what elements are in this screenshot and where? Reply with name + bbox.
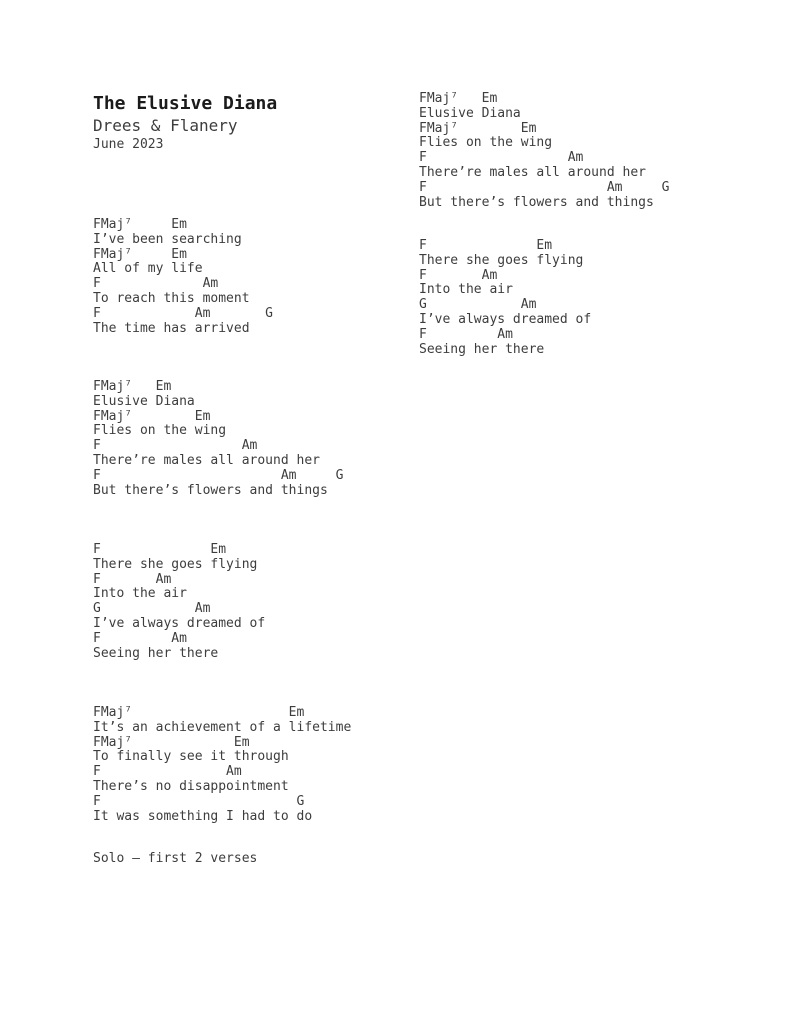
lyric-line: Flies on the wing — [93, 423, 227, 439]
lyric-line: Flies on the wing — [419, 135, 553, 151]
lyric-line: But there’s flowers and things — [93, 482, 328, 498]
chord-line: FMaj⁷ Em — [93, 217, 187, 232]
artist-name: Drees & Flanery — [93, 116, 238, 135]
lyric-line: It was something I had to do — [93, 808, 313, 824]
lyric-line: Into the air — [93, 586, 187, 602]
title-block — [93, 93, 277, 152]
chord-line: F Am G — [419, 179, 670, 195]
lyric-line: The time has arrived — [93, 320, 250, 336]
lyric-line: There she goes flying — [93, 556, 258, 572]
chord-line: FMaj⁷ Em — [93, 705, 305, 720]
lyric-line: To reach this moment — [93, 290, 250, 306]
lyric-line: There’re males all around her — [93, 452, 320, 468]
chord-line: F Am — [419, 150, 584, 166]
lyric-line: There’s no disappointment — [93, 778, 289, 794]
verse-1-block — [93, 218, 273, 336]
chord-line: F Em — [93, 542, 227, 557]
bridge-block-right — [419, 239, 591, 357]
chord-line: F Am — [93, 630, 187, 646]
chord-line: FMaj⁷ Em — [93, 379, 172, 394]
chord-line: G Am — [419, 297, 537, 313]
chord-line: F Am — [93, 438, 258, 454]
chord-line: FMaj⁷ Em — [419, 120, 537, 136]
chord-line: F Am — [93, 764, 242, 780]
lyric-line: Elusive Diana — [419, 105, 521, 121]
lyric-line: There’re males all around her — [419, 164, 646, 180]
chord-line: F Am G — [93, 467, 344, 483]
lyric-line: Into the air — [419, 282, 513, 298]
song-date: June 2023 — [93, 137, 164, 152]
lyric-line: To finally see it through — [93, 749, 289, 765]
chord-line: FMaj⁷ Em — [93, 408, 211, 424]
lyric-line: But there’s flowers and things — [419, 194, 654, 210]
lyric-line: There she goes flying — [419, 252, 584, 268]
lyric-line: I’ve always dreamed of — [93, 615, 266, 631]
solo-note: Solo – first 2 verses — [93, 851, 258, 866]
song-title: The Elusive Diana — [93, 93, 278, 114]
chord-line: FMaj⁷ Em — [419, 91, 498, 106]
lyric-line: It’s an achievement of a lifetime — [93, 719, 352, 735]
chord-line: FMaj⁷ Em — [93, 734, 250, 750]
chord-line: F Am — [93, 571, 172, 587]
chord-line: FMaj⁷ Em — [93, 246, 187, 262]
chord-line: F Am — [419, 267, 498, 283]
chord-line: F Am — [419, 326, 513, 342]
final-verse-block — [93, 706, 351, 824]
chord-line: F Am G — [93, 305, 274, 321]
chord-line: F Am — [93, 276, 219, 292]
chord-line: F Em — [419, 238, 553, 253]
lyric-line: Elusive Diana — [93, 393, 195, 409]
chorus-block-right — [419, 92, 669, 210]
lyric-line: Seeing her there — [419, 341, 545, 357]
lyric-line: I’ve been searching — [93, 231, 242, 247]
chorus-block-left — [93, 380, 343, 498]
bridge-block-left — [93, 543, 265, 661]
lyric-line: Seeing her there — [93, 645, 219, 661]
lyric-line: All of my life — [93, 261, 203, 277]
chord-line: G Am — [93, 601, 211, 617]
chord-line: F G — [93, 793, 305, 809]
lyric-line: I’ve always dreamed of — [419, 311, 592, 327]
